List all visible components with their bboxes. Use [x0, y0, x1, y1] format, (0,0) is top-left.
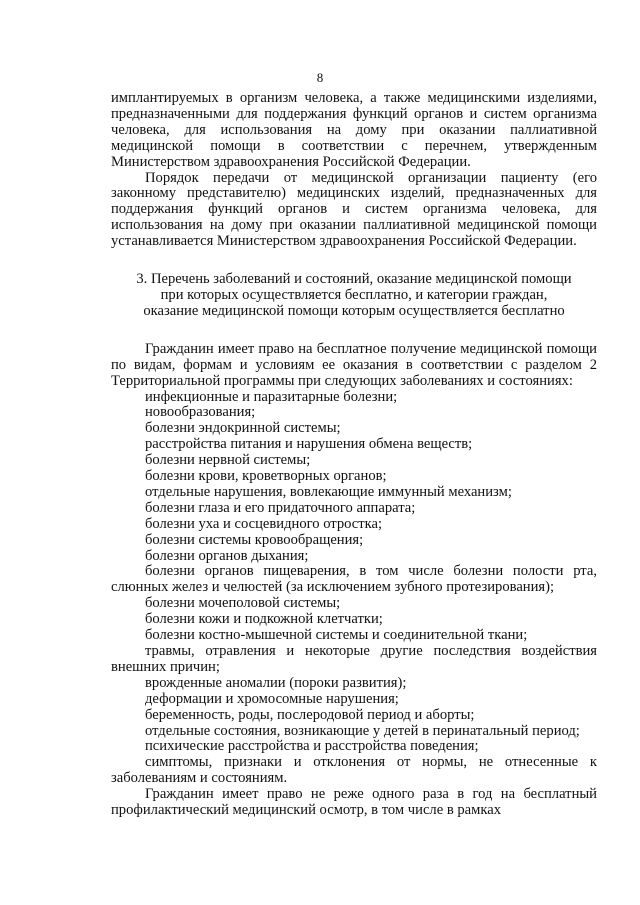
conditions-list	[111, 390, 597, 788]
list-item: расстройства питания и нарушения обмена веществ;	[145, 436, 473, 453]
list-item: отдельные нарушения, вовлекающие иммунный механизм;	[145, 483, 512, 500]
list-item: врожденные аномалии (пороки развития);	[145, 674, 407, 691]
section-heading	[111, 272, 597, 320]
closing-paragraph: Гражданин имеет право не реже одного раза в год на бесплатный профилактический медицинский осмотр, в том числе в рамках	[111, 786, 597, 819]
list-item: болезни органов дыхания;	[145, 547, 309, 564]
list-item: болезни костно-мышечной системы и соединительной ткани;	[145, 627, 528, 644]
section-heading-line: оказание медицинской помощи которым осуществляется бесплатно	[143, 302, 565, 319]
list-item: инфекционные и паразитарные болезни;	[145, 388, 398, 405]
list-item: отдельные состояния, возникающие у детей в перинатальный период;	[145, 722, 580, 739]
list-item: болезни кожи и подкожной клетчатки;	[145, 611, 383, 628]
section-heading-line: при которых осуществляется бесплатно, и категории граждан,	[160, 286, 548, 303]
list-item: беременность, роды, послеродовой период и аборты;	[145, 706, 475, 723]
list-item: симптомы, признаки и отклонения от нормы, не отнесенные к заболеваниям и состояниям.	[111, 754, 597, 787]
list-item: деформации и хромосомные нарушения;	[145, 690, 399, 707]
list-item: болезни уха и сосцевидного отростка;	[145, 515, 383, 532]
intro-paragraph: Гражданин имеет право на бесплатное получение медицинской помощи по видам, формам и условиям ее оказания в соответствии с разделом 2 Территориальной программы при следующих заболеваниях и состояниях:	[111, 340, 597, 389]
list-item: болезни крови, кроветворных органов;	[145, 468, 387, 485]
list-item: травмы, отравления и некоторые другие последствия воздействия внешних причин;	[111, 643, 597, 675]
section-heading-line: 3. Перечень заболеваний и состояний, оказание медицинской помощи	[136, 271, 572, 288]
list-item: болезни нервной системы;	[145, 452, 311, 469]
list-item: болезни системы кровообращения;	[145, 531, 364, 548]
page-number: 8	[316, 70, 324, 85]
list-item: новообразования;	[145, 404, 256, 421]
list-item: болезни органов пищеварения, в том числе болезни полости рта, слюнных желез и челюстей (за исключением зубного протезирования);	[111, 563, 597, 596]
list-item: болезни глаза и его придаточного аппарата;	[145, 499, 416, 516]
list-item: болезни эндокринной системы;	[145, 420, 341, 437]
list-item: психические расстройства и расстройства поведения;	[145, 738, 479, 755]
list-item: болезни мочеполовой системы;	[145, 595, 341, 612]
document-body	[111, 91, 597, 819]
paragraph: имплантируемых в организм человека, а также медицинскими изделиями, предназначенными для поддержания функций органов и систем организма человека, для использования на дому при оказании паллиативной медицинской помощи в соответствии с перечнем, утвержденным Министерством здравоохранения Российской Федерации.	[111, 90, 597, 170]
paragraph: Порядок передачи от медицинской организации пациенту (его законному представителю) медицинских изделий, предназначенных для поддержания функций органов и систем организма человека, для использования на дому при оказании паллиативной медицинской помощи устанавливается Министерством здравоохранения Российской Федерации.	[111, 169, 597, 250]
